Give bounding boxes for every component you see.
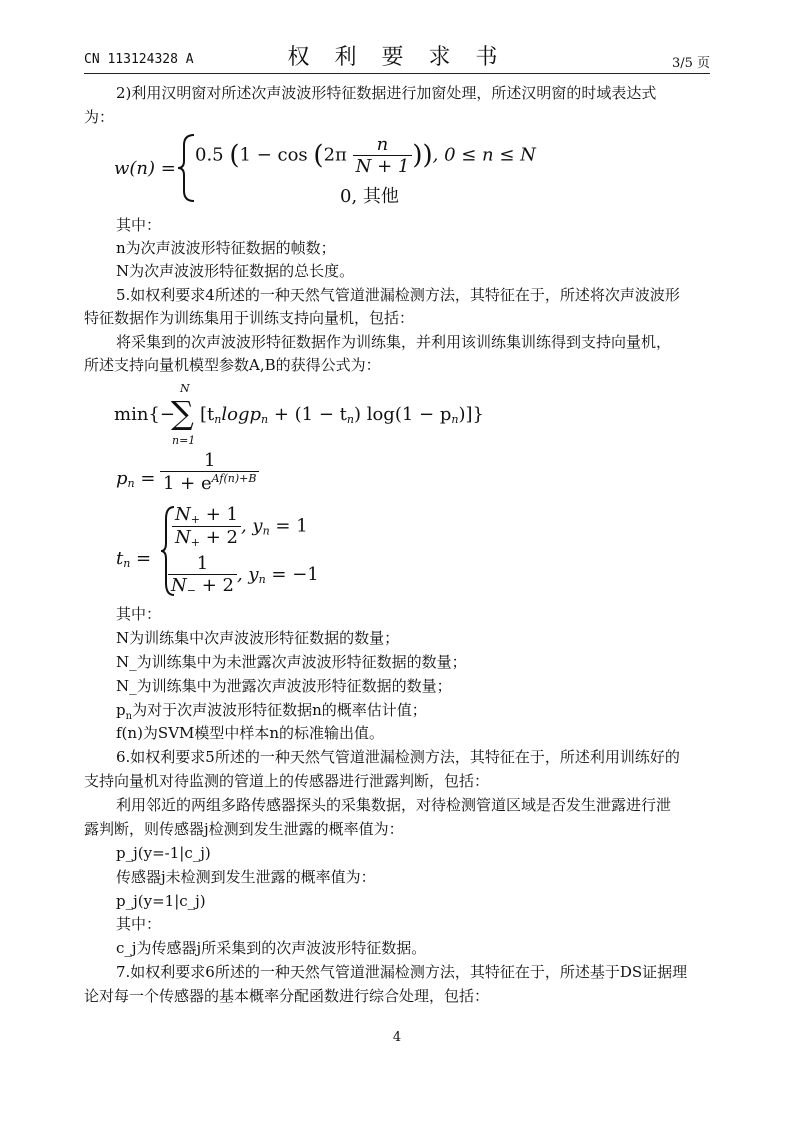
text-line: 6.如权利要求5所述的一种天然气管道泄漏检测方法，其特征在于，所述利用训练好的 — [116, 748, 680, 766]
text-line: 将采集到的次声波波形特征数据作为训练集，并利用该训练集训练得到支持向量机， — [116, 333, 672, 351]
text-line: $p_n$为对于次声波波形特征数据n的概率估计值； — [116, 701, 427, 722]
eq-case1: 0.5 (1 − cos (2π $\frac{n}{N + 1}$ )), 0 ≤ n ≤ N — [195, 134, 536, 177]
doc-number: CN 113124328 A — [84, 52, 194, 67]
text-line: f(n)为SVM模型中样本n的标准输出值。 — [116, 724, 385, 742]
eq-tn-case2: $\frac{1}{N_- + 2}$ , $y_n = -1$ — [168, 553, 319, 597]
header-rule — [84, 73, 710, 74]
page-number: 4 — [392, 1030, 402, 1045]
sum-lower: n=1 — [172, 434, 196, 447]
text-line: 论对每一个传感器的基本概率分配函数进行综合处理，包括： — [84, 987, 490, 1005]
eq-tn-lhs: $t_n$ = — [116, 548, 152, 570]
text-line: n为次声波波形特征数据的帧数； — [116, 239, 336, 257]
text-line: N为次声波波形特征数据的总长度。 — [116, 262, 355, 280]
text-line: N_为训练集中为泄露次声波波形特征数据的数量； — [116, 677, 452, 695]
text-line: 露判断，则传感器j检测到发生泄露的概率值为： — [84, 820, 404, 838]
page-fraction: 3/5 页 — [671, 56, 710, 71]
text-line: 传感器j未检测到发生泄露的概率值为： — [116, 868, 376, 886]
text-line: 7.如权利要求6所述的一种天然气管道泄漏检测方法，其特征在于，所述基于DS证据理 — [116, 963, 688, 981]
text-line: 其中： — [116, 605, 162, 623]
header-title: 权 利 要 求 书 — [287, 45, 507, 70]
text-line: 支持向量机对待监测的管道上的传感器进行泄露判断，包括： — [84, 772, 490, 790]
eq-pn-lhs: $p_n$ = — [116, 468, 156, 490]
eq-tn-case1: $\frac{N_+ + 1}{N_+ + 2}$ , $y_n = 1$ — [172, 504, 308, 549]
text-line: 其中： — [116, 915, 162, 933]
page-header — [84, 40, 710, 70]
text-line: 5.如权利要求4所述的一种天然气管道泄漏检测方法，其特征在于，所述将次声波波形 — [116, 286, 680, 304]
text-line: 利用邻近的两组多路传感器探头的采集数据，对待检测管道区域是否发生泄露进行泄 — [116, 796, 672, 814]
eq-min-body: $[t_n\log p_n + (1 - t_n) \log(1 - p_n)]$} — [200, 404, 484, 426]
text-line: p_j(y=-1|c_j) — [116, 844, 211, 862]
text-line: N_为训练集中为未泄露次声波波形特征数据的数量； — [116, 653, 467, 671]
text-line: 为： — [84, 108, 115, 126]
eq-lhs: w(n) = — [114, 158, 176, 179]
text-line: 其中： — [116, 216, 162, 234]
text-line: 特征数据作为训练集用于训练支持向量机，包括： — [84, 309, 415, 327]
text-line: 2)利用汉明窗对所述次声波波形特征数据进行加窗处理，所述汉明窗的时域表达式 — [116, 84, 657, 102]
text-line: 所述支持向量机模型参数A,B的获得公式为： — [84, 356, 381, 374]
text-line: c_j为传感器j所采集到的次声波波形特征数据。 — [116, 939, 427, 957]
sum-upper: N — [180, 382, 190, 395]
text-line: p_j(y=1|c_j) — [116, 892, 206, 910]
text-line: N为训练集中次声波波形特征数据的数量； — [116, 629, 400, 647]
sum-sign: ∑ — [171, 394, 194, 432]
eq-min: min{− — [114, 404, 175, 425]
eq-pn-frac: $\frac{1}{1 + e^{Af(n)+B}}$ — [160, 450, 259, 494]
eq-case2: 0, 其他 — [340, 186, 399, 207]
